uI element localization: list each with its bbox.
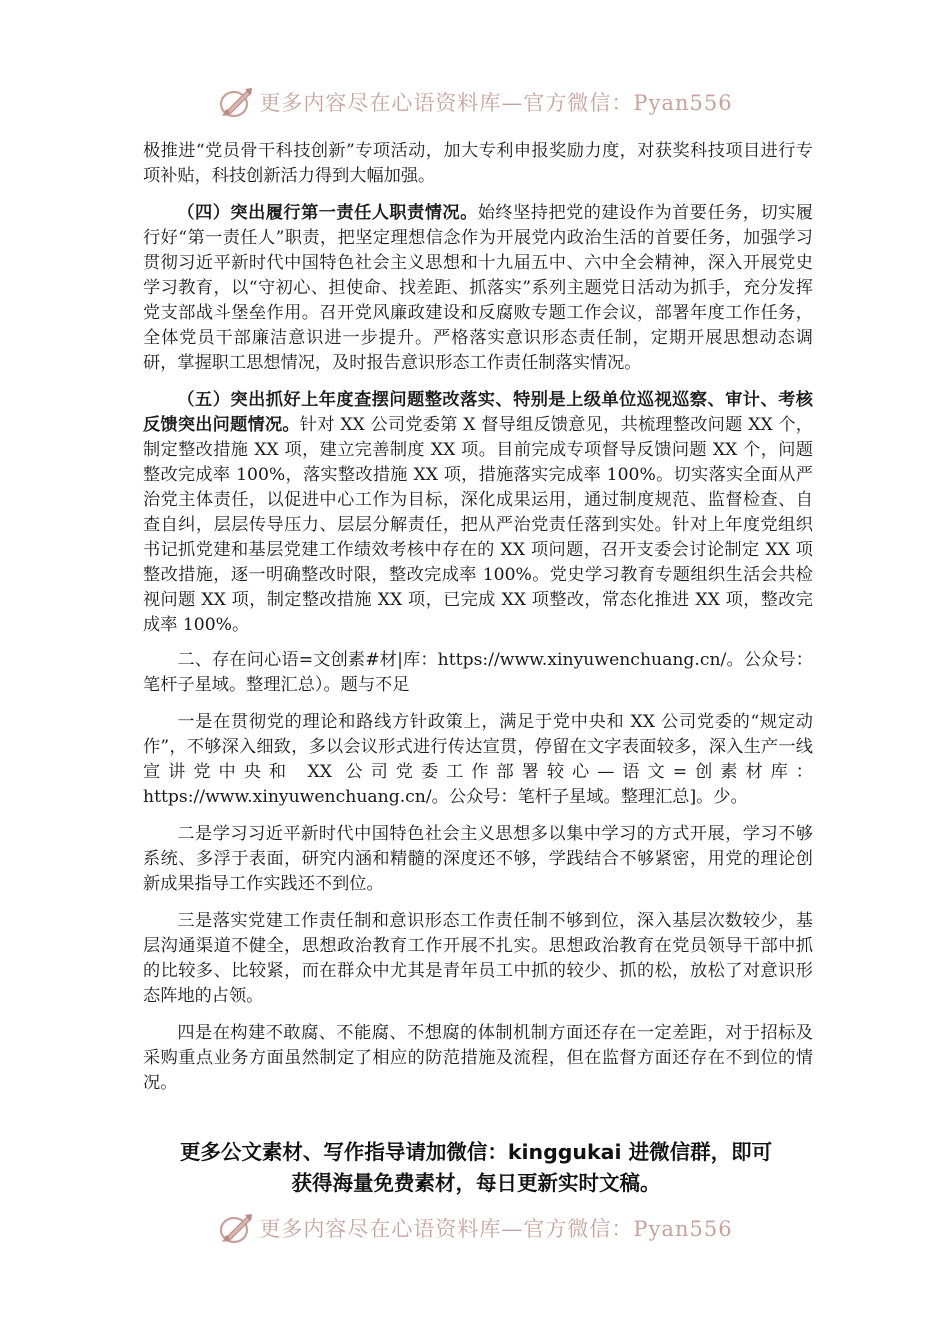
quill-pen-logo-icon [217, 85, 255, 119]
paragraph-problem-4: 四是在构建不敢腐、不能腐、不想腐的体制机制方面还存在一定差距，对于招标及采购重点业务方面虽然制定了相应的防范措施及流程，但在监督方面还存在不到位的情况。 [143, 1023, 813, 1093]
paragraph-problem-1: 一是在贯彻党的理论和路线方针政策上，满足于党中央和 XX 公司党委的“规定动作”，不够深入细致，多以会议形式进行传达宣贯，停留在文字表面较多，深入生产一线宣讲党中央和 XX 公司党委工作部署较心—语文=创素材库：https://www.xinyuwenchuang.cn/。公众号：笔杆子星域。整理汇总]。少。 [143, 712, 813, 807]
section-5-text: 针对 XX 公司党委第 X 督导组反馈意见，共梳理整改问题 XX 个，制定整改措施 XX 项，建立完善制度 XX 项。目前完成专项督导反馈问题 XX 个，问题整改完成率 100%，落实整改措施 XX 项，措施落实完成率 100%。切实落实全面从严治党主体责任，以促进中心工作为目标，深化成果运用，通过制度规范、监督检查、自查自纠，层层传导压力、层层分解责任，把从严治党责任落到实处。针对上年度党组织书记抓党建和基层党建工作绩效考核中存在的 XX 项问题，召开支委会讨论制定 XX 项整改措施，逐一明确整改时限，整改完成率 100%。党史学习教育专题组织生活会共检视问题 XX 项，制定整改措施 XX 项，已完成 XX 项整改，常态化推进 XX 项，整改完成率 100%。 [143, 415, 813, 635]
promo-notice [120, 1137, 832, 1199]
footer-banner-text: 更多内容尽在心语资料库—官方微信：Pyan556 [259, 1217, 733, 1241]
paragraph-continuation: 极推进“党员骨干科技创新”专项活动，加大专利申报奖励力度，对获奖科技项目进行专项补贴，科技创新活力得到大幅加强。 [143, 141, 813, 186]
paragraph-section-4 [143, 201, 813, 376]
quill-pen-logo-icon [217, 1211, 255, 1245]
promo-line-2: 获得海量免费素材，每日更新实时文稿。 [291, 1171, 661, 1195]
footer-banner [0, 1208, 950, 1248]
section-5-heading: （五）突出抓好上年度查摆问题整改落实、特别是上级单位巡视巡察、审计、考核反馈突出问题情况。 [143, 390, 813, 435]
paragraph-section-5 [143, 388, 813, 638]
paragraph-problem-2: 二是学习习近平新时代中国特色社会主义思想多以集中学习的方式开展，学习不够系统、多浮于表面，研究内涵和精髓的深度还不够，学践结合不够紧密，用党的理论创新成果指导工作实践还不到位。 [143, 824, 813, 894]
paragraph-problem-3: 三是落实党建工作责任制和意识形态工作责任制不够到位，深入基层次数较少，基层沟通渠道不健全，思想政治教育工作开展不扎实。思想政治教育在党员领导干部中抓的比较多、比较紧，而在群众中尤其是青年员工中抓的较少、抓的松，放松了对意识形态阵地的占领。 [143, 911, 813, 1006]
promo-line-1: 更多公文素材、写作指导请加微信：kinggukai 进微信群，即可 [179, 1140, 773, 1164]
section-4-heading: （四）突出履行第一责任人职责情况。 [177, 203, 478, 223]
section-2-heading: 二、存在问心语=文创素#材|库：https://www.xinyuwenchuang.cn/。公众号：笔杆子星域。整理汇总）。题与不足 [143, 650, 813, 695]
header-banner-text: 更多内容尽在心语资料库—官方微信：Pyan556 [259, 91, 733, 115]
section-4-text: 始终坚持把党的建设作为首要任务，切实履行好“第一责任人”职责，把坚定理想信念作为开展党内政治生活的首要任务，加强学习贯彻习近平新时代中国特色社会主义思想和十九届五中、六中全会精神，深入开展党史学习教育，以“守初心、担使命、找差距、抓落实”系列主题党日活动为抓手，充分发挥党支部战斗堡垒作用。召开党风廉政建设和反腐败专题工作会议，部署年度工作任务，全体党员干部廉洁意识进一步提升。严格落实意识形态责任制，定期开展思想动态调研，掌握职工思想情况，及时报告意识形态工作责任制落实情况。 [143, 203, 813, 373]
document-body [143, 139, 813, 1096]
header-banner [0, 82, 950, 122]
